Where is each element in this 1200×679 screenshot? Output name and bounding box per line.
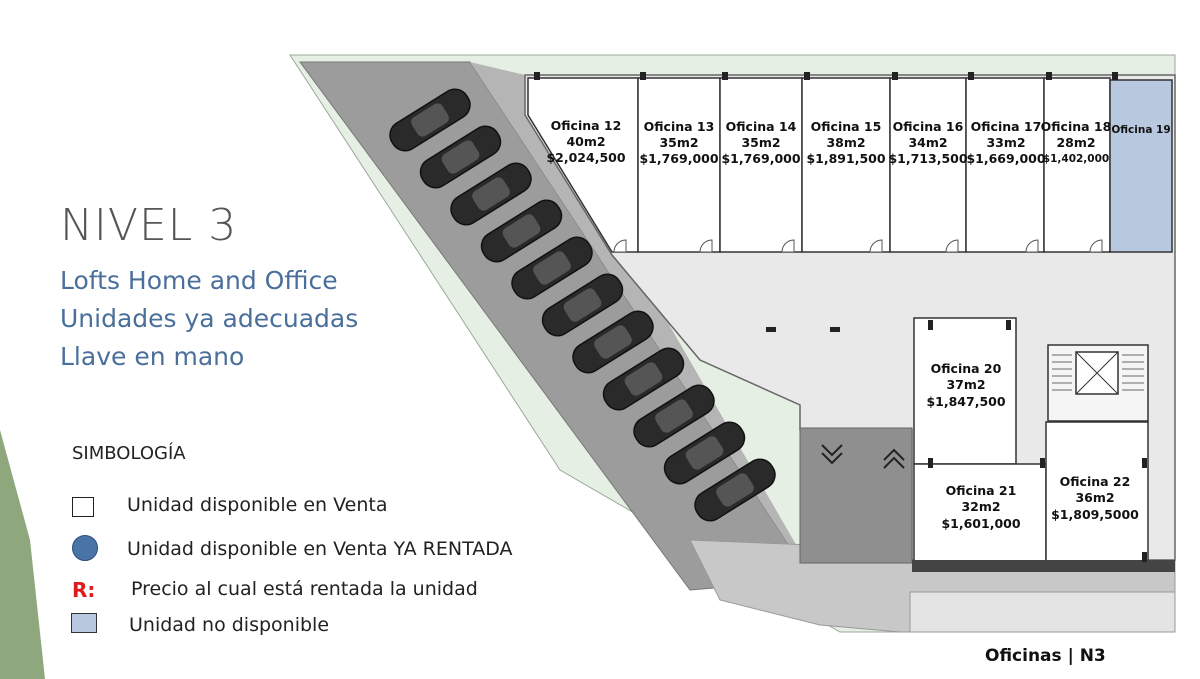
legend-item-not-available: Unidad no disponible <box>129 614 330 636</box>
unit-price: $1,669,000 <box>966 151 1046 166</box>
legend-item-available: Unidad disponible en Venta <box>127 494 388 516</box>
unit-area: 40m2 <box>566 134 606 149</box>
rent-marker: R: <box>72 578 96 602</box>
unit-area: 32m2 <box>961 499 1001 514</box>
unit-price: $1,891,500 <box>806 151 886 166</box>
legend-title: SIMBOLOGÍA <box>72 443 186 464</box>
unit-name: Oficina 14 <box>725 119 797 134</box>
unit-price: $1,769,000 <box>721 151 801 166</box>
subtitle-line-2: Unidades ya adecuadas <box>60 304 359 333</box>
unit-12[interactable] <box>546 118 625 165</box>
unit-area: 36m2 <box>1075 490 1115 505</box>
unit-price: $1,402,000 <box>1042 153 1110 165</box>
unit-area: 35m2 <box>741 135 781 150</box>
unit-15[interactable] <box>806 119 885 166</box>
unit-name: Oficina 22 <box>1059 474 1131 489</box>
unit-price: $1,847,500 <box>926 394 1006 409</box>
unit-name: Oficina 15 <box>810 119 882 134</box>
unit-name: Oficina 18 <box>1040 119 1112 134</box>
unit-area: 38m2 <box>826 135 866 150</box>
unit-20[interactable] <box>926 361 1005 409</box>
unit-name: Oficina 19 <box>1111 124 1171 136</box>
unit-area: 28m2 <box>1056 135 1096 150</box>
unit-name: Oficina 21 <box>945 483 1017 498</box>
unit-21[interactable] <box>941 483 1020 531</box>
unit-18[interactable] <box>1041 119 1112 165</box>
unit-name: Oficina 12 <box>550 118 622 133</box>
unit-area: 37m2 <box>946 377 986 392</box>
footer-label: Oficinas | N3 <box>985 646 1106 666</box>
subtitle-line-3: Llave en mano <box>60 342 245 371</box>
unit-22[interactable] <box>1051 474 1139 522</box>
unit-name: Oficina 20 <box>930 361 1002 376</box>
unit-price: $1,769,000 <box>639 151 719 166</box>
unit-19[interactable] <box>1111 124 1170 136</box>
unit-area: 33m2 <box>986 135 1026 150</box>
unit-price: $1,601,000 <box>941 516 1021 531</box>
legend-item-rent-price: Precio al cual está rentada la unidad <box>131 578 478 600</box>
page-title: NIVEL 3 <box>60 200 238 251</box>
unit-13[interactable] <box>639 119 718 166</box>
unit-14[interactable] <box>721 119 800 166</box>
subtitle-line-1: Lofts Home and Office <box>60 266 338 295</box>
unit-name: Oficina 13 <box>643 119 715 134</box>
unit-name: Oficina 17 <box>970 119 1042 134</box>
unit-area: 35m2 <box>659 135 699 150</box>
unit-price: $1,713,500 <box>888 151 968 166</box>
legend-item-rented: Unidad disponible en Venta YA RENTADA <box>127 538 513 560</box>
unit-17[interactable] <box>966 119 1045 166</box>
unit-16[interactable] <box>888 119 967 166</box>
unit-name: Oficina 16 <box>892 119 964 134</box>
unit-area: 34m2 <box>908 135 948 150</box>
unit-price: $1,809,5000 <box>1051 507 1139 522</box>
unit-price: $2,024,500 <box>546 150 626 165</box>
